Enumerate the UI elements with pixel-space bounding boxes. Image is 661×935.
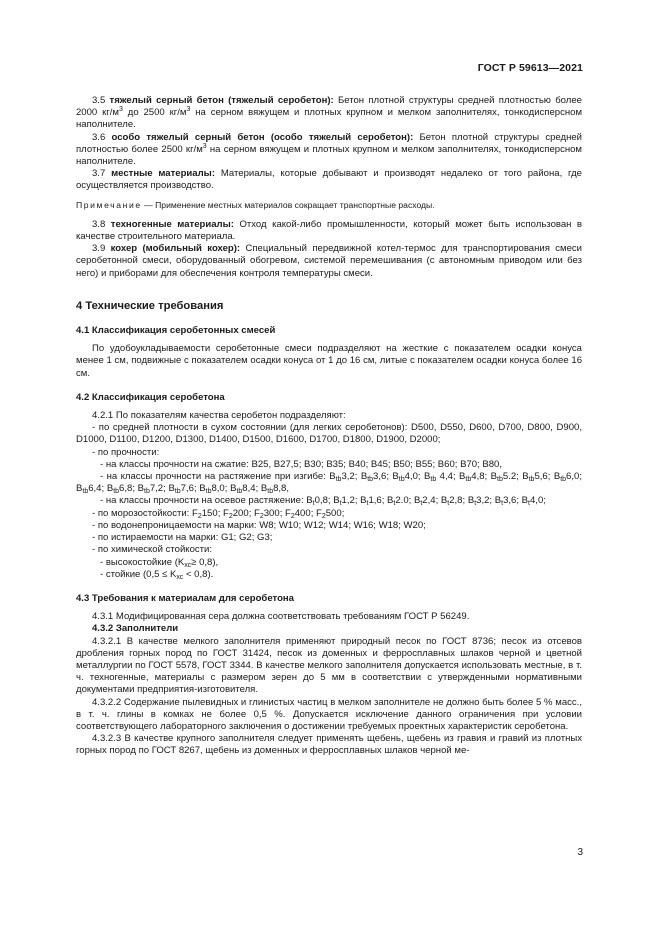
class-subscript: tb	[367, 476, 374, 484]
term: особо тяжелый серный бетон (особо тяжелый серобетон):	[111, 131, 414, 143]
class-value: 3,6	[503, 495, 517, 507]
class-symbol: B	[553, 471, 561, 483]
class-subscript: tb	[113, 488, 120, 496]
class-subscript: tb	[82, 488, 89, 496]
class-value: 3,2	[341, 471, 355, 483]
class-value: 4,0	[404, 471, 418, 483]
note: Примечание — Применение местных материалов сокращает транспортные расходы.	[76, 199, 435, 210]
class-subscript: tb	[528, 476, 535, 484]
note-label: Примечание	[76, 199, 142, 210]
frost-grade: $F_2300$	[254, 507, 280, 520]
strength-class	[522, 471, 548, 482]
strength-class	[199, 483, 225, 494]
class-value: 7,2	[149, 483, 164, 495]
strength-class	[168, 483, 194, 494]
frost-grade: $F_2400$	[285, 507, 311, 520]
strength-class	[329, 471, 355, 482]
class-symbol: B	[494, 495, 502, 507]
class-symbol: B	[413, 495, 421, 507]
class-symbol: B	[360, 495, 367, 507]
strength-class	[468, 495, 490, 506]
class-value: 8,4	[242, 483, 256, 495]
class-value: 4,4	[436, 471, 453, 483]
term: местные материалы:	[111, 168, 216, 180]
class-symbol: B	[329, 471, 336, 483]
term: техногенные материалы:	[110, 218, 234, 230]
strength-class	[76, 483, 102, 494]
frost-grade: $F_2200$	[223, 507, 249, 520]
item-4-3-1: 4.3.1 Модифицированная сера должна соответствовать требованиям ГОСТ Р 56249.	[92, 611, 470, 623]
class-value: 4,0	[529, 495, 544, 507]
class-symbol: B	[76, 483, 83, 495]
class-symbol: B	[168, 483, 175, 495]
class-symbol: B	[199, 483, 206, 495]
class-subscript: tb	[398, 476, 405, 484]
strength-class	[107, 483, 133, 494]
strength-class	[441, 495, 463, 506]
class-symbol: B	[424, 471, 431, 483]
class-symbol: B	[333, 495, 340, 507]
class-value: 5.2	[502, 471, 517, 483]
class-value: 1,6	[368, 495, 382, 507]
section-4-3-title: 4.3 Требования к материалам для серобетона	[76, 592, 294, 604]
class-subscript: tb	[144, 488, 150, 496]
frost-grades: - по морозостойкости: $F_2150$; $F_2200$; $F_2300$; $F_2400$; $F_2500$;	[92, 507, 345, 520]
item-4-2-1: 4.2.1 По показателям качества серобетон подразделяют:	[92, 410, 346, 422]
class-value: 6,4	[88, 483, 102, 495]
strength-label: - по прочности:	[92, 446, 160, 458]
class-value: 8,0	[211, 483, 225, 495]
chem-high: - высокостойкие $(K_{хс}\ge 0,8)$,	[100, 556, 219, 569]
abrasion-grades: - по истираемости на марки: G1; G2; G3;	[92, 532, 273, 544]
class-symbol: B	[306, 495, 313, 507]
class-value: 3,6	[373, 471, 387, 483]
class-symbol: B	[521, 495, 529, 507]
class-symbol: B	[440, 495, 448, 507]
class-symbol: B	[106, 483, 114, 495]
class-subscript: t	[447, 500, 450, 508]
class-subscript: tb	[267, 488, 274, 496]
class-subscript: tb	[497, 476, 503, 484]
class-symbol: B	[392, 471, 399, 483]
section-4-2-title: 4.2 Классификация серобетона	[76, 391, 225, 403]
class-symbol: B	[522, 471, 529, 483]
class-symbol: B	[360, 471, 368, 483]
class-subscript: tb	[236, 488, 243, 496]
strength-class	[138, 483, 164, 494]
class-value: 4,8	[471, 471, 485, 483]
strength-class	[554, 471, 580, 482]
class-value: 5,6	[534, 471, 548, 483]
class-subscript: t	[474, 500, 477, 508]
class-subscript: tb	[560, 476, 567, 484]
class-subscript: t	[528, 500, 530, 508]
class-subscript: tb	[465, 476, 472, 484]
chem-mid: - стойкие $(0,5 \le K_{хс} < 0,8)$.	[100, 568, 214, 581]
strength-class	[414, 495, 436, 506]
section-4-1-title: 4.1 Классификация серобетонных смесей	[76, 325, 276, 337]
item-4-3-2-3: 4.3.2.3 В качестве крупного заполнителя следует применять щебень, щебень из гравия и гравий из плотных горных пород по ГОСТ 8267, щебень из доменных и ферросплавных шлаков черной ме-	[76, 733, 582, 757]
class-symbol: B	[467, 495, 475, 507]
class-value: 2,8	[449, 495, 463, 507]
item-4-3-2-title: 4.3.2 Заполнители	[92, 623, 179, 635]
class-symbol: B	[230, 483, 237, 495]
class-value: 8,8	[273, 483, 287, 495]
chem-label: - по химической стойкости:	[92, 544, 213, 556]
strength-class	[495, 495, 517, 506]
class-value: 6,8	[119, 483, 133, 495]
class-value: 3,2	[476, 495, 490, 507]
class-subscript: t	[501, 500, 504, 508]
strength-class	[459, 471, 485, 482]
page-number: 3	[577, 847, 583, 858]
strength-class	[387, 495, 409, 506]
class-symbol: B	[387, 495, 394, 507]
class-subscript: t	[420, 500, 423, 508]
strength-class	[261, 483, 287, 494]
frost-grade: $F_2500$	[316, 507, 342, 520]
class-value: 6,0	[566, 471, 580, 483]
strength-class	[491, 471, 517, 482]
compression-classes: - на классы прочности на сжатие: B25, B27,5; B30; B35; B40; B45; B50; B55; B60; B70; B80,	[100, 458, 502, 470]
item-4-3-2-1: 4.3.2.1 В качестве мелкого заполнителя применяют природный песок по ГОСТ 8736; песок из отсевов дробления горных пород по ГОСТ 31424, песок из доменных и ферросплавных шлаков черной и цветной металлургии по ГОСТ 5578, ГОСТ 3344. В качестве мелкого заполнителя допускается использовать местные, в т. ч. техногенные, материалы с размером зерен до 5 мм в соответствии с утвержденными нормативными документами предприятия-изготовителя.	[76, 635, 582, 696]
class-value: 2,4	[422, 495, 436, 507]
class-subscript: t	[339, 500, 342, 508]
strength-class	[333, 495, 355, 506]
section-4-title: 4 Технические требования	[76, 299, 224, 312]
strength-class	[306, 495, 328, 506]
class-subscript: t	[393, 500, 396, 508]
frost-grade: $F_2150$	[192, 507, 218, 520]
definition-3-6: 3.6 особо тяжелый серный бетон (особо тяжелый серобетон): Бетон плотной структуры средней плотностью более 2500 $кг/м^3$ на серном вяжущем и плотных крупном и мелком заполнителях, тонкодисперсном наполнителе.	[76, 131, 582, 168]
class-symbol: B	[459, 471, 466, 483]
strength-class	[230, 483, 256, 494]
class-symbol: B	[137, 483, 144, 495]
class-subscript: tb	[205, 488, 212, 496]
definition-3-7: 3.7 местные материалы: Материалы, которые добывают и производят недалеко от того района, где осуществляется производство.	[76, 168, 582, 192]
section-4-1-text: По удобоукладываемости серобетонные смеси подразделяют на жесткие с показателем осадки конуса менее 1 см, подвижные с показателем осадки конуса от 1 до 16 см, литые с показателем осадки конуса более 16 см.	[76, 343, 582, 379]
axial-class-list: $B_t0,8$; $B_t1,2$; $B_t1,6$; $B_t2.0$; $B_t2,4$; $B_t2,8$; $B_t3,2$; $B_t3,6$; $B_t4,0$;	[306, 495, 546, 508]
density-grades: - по средней плотности в сухом состоянии (для легких серобетонов): D500, D550, D600, D700, D800, D900, D1000, D1100, D1200, D1300, D1400, D1500, D1600, D1700, D1800, D1900, D2000;	[76, 422, 582, 446]
water-grades: - по водонепроницаемости на марки: W8; W10; W12; W14; W16; W18; W20;	[92, 519, 426, 531]
class-symbol: B	[260, 483, 268, 495]
definition-3-5: 3.5 тяжелый серный бетон (тяжелый серобетон): Бетон плотной структуры средней плотностью более 2000 $кг/м^3$ до 2500 $кг/м^3$ на серном вяжущем и плотных крупном и мелком заполнителях, тонкодисперсном наполнителе.	[76, 95, 583, 131]
definition-3-9: 3.9 кохер (мобильный кохер): Специальный передвижной котел-термос для транспортирования смеси серобетонной смеси, оборудованный обогревом, системой перемешивания (с автономным приводом или без него) и приборами для обеспечения контроля температуры смеси.	[76, 243, 582, 279]
strength-class	[361, 471, 387, 482]
term: тяжелый серный бетон (тяжелый серобетон):	[109, 95, 334, 106]
class-value: 1,2	[341, 495, 355, 507]
class-value: 7,6	[180, 483, 194, 495]
class-subscript: t	[312, 500, 315, 508]
class-value: 0,8	[314, 495, 328, 507]
bending-class-list: $B_{tb}3,2$; $B_{tb}3,6$; $B_{tb}4,0$; $B_{tb}$ 4,4; $B_{tb}4,8$; $B_{tb}5.2$; $B_{tb}5,6$; $B_{tb}6,0$; $B_{tb}6,4$; $B_{tb}6,8$; $B_{tb}7,2$; $B_{tb}7,6$; $B_{tb}8,0$; $B_{tb}8,4$; $B_{tb}8,8$,	[76, 471, 582, 496]
class-subscript: tb	[174, 488, 181, 496]
class-subscript: tb	[335, 476, 342, 484]
frost-grade-list: $F_2150$; $F_2200$; $F_2300$; $F_2400$; $F_2500$;	[192, 507, 345, 520]
document-id-header: ГОСТ Р 59613—2021	[477, 62, 583, 74]
item-4-3-2-2: 4.3.2.2 Содержание пылевидных и глинистых частиц в мелком заполнителе не должно быть более 5 % масс., в т. ч. глины в комках не более 0,5 %. Допускается исключение данного ограничения при условии соответствующего лабораторного заключения о достижении требуемых проектных характеристик серобетона.	[76, 696, 582, 732]
class-subscript: t	[366, 500, 369, 508]
bending-classes: - на классы прочности на растяжение при изгибе: $B_{tb}3,2$; $B_{tb}3,6$; $B_{tb}4,0$; $B_{tb}$ 4,4; $B_{tb}4,8$; $B_{tb}5.2$; $B_{tb}5,6$; $B_{tb}6,0$; $B_{tb}6,4$; $B_{tb}6,8$; $B_{tb}7,2$; $B_{tb}7,6$; $B_{tb}8,0$; $B_{tb}8,4$; $B_{tb}8,8$,	[76, 471, 582, 496]
class-symbol: B	[490, 471, 498, 483]
axial-classes: - на классы прочности на осевое растяжение: $B_t0,8$; $B_t1,2$; $B_t1,6$; $B_t2.0$; $B_t2,4$; $B_t2,8$; $B_t3,2$; $B_t3,6$; $B_t4,0$;	[100, 495, 546, 508]
strength-class	[424, 471, 453, 482]
class-value: 2.0	[395, 495, 409, 507]
term: кохер (мобильный кохер):	[110, 243, 241, 255]
strength-class	[522, 495, 544, 506]
definition-3-8: 3.8 техногенные материалы: Отход какой-либо промышленности, который может быть использован в качестве строительного материала.	[76, 218, 582, 243]
strength-class	[360, 495, 382, 506]
class-subscript: tb	[430, 476, 437, 484]
strength-class	[392, 471, 418, 482]
page-content	[76, 95, 582, 758]
